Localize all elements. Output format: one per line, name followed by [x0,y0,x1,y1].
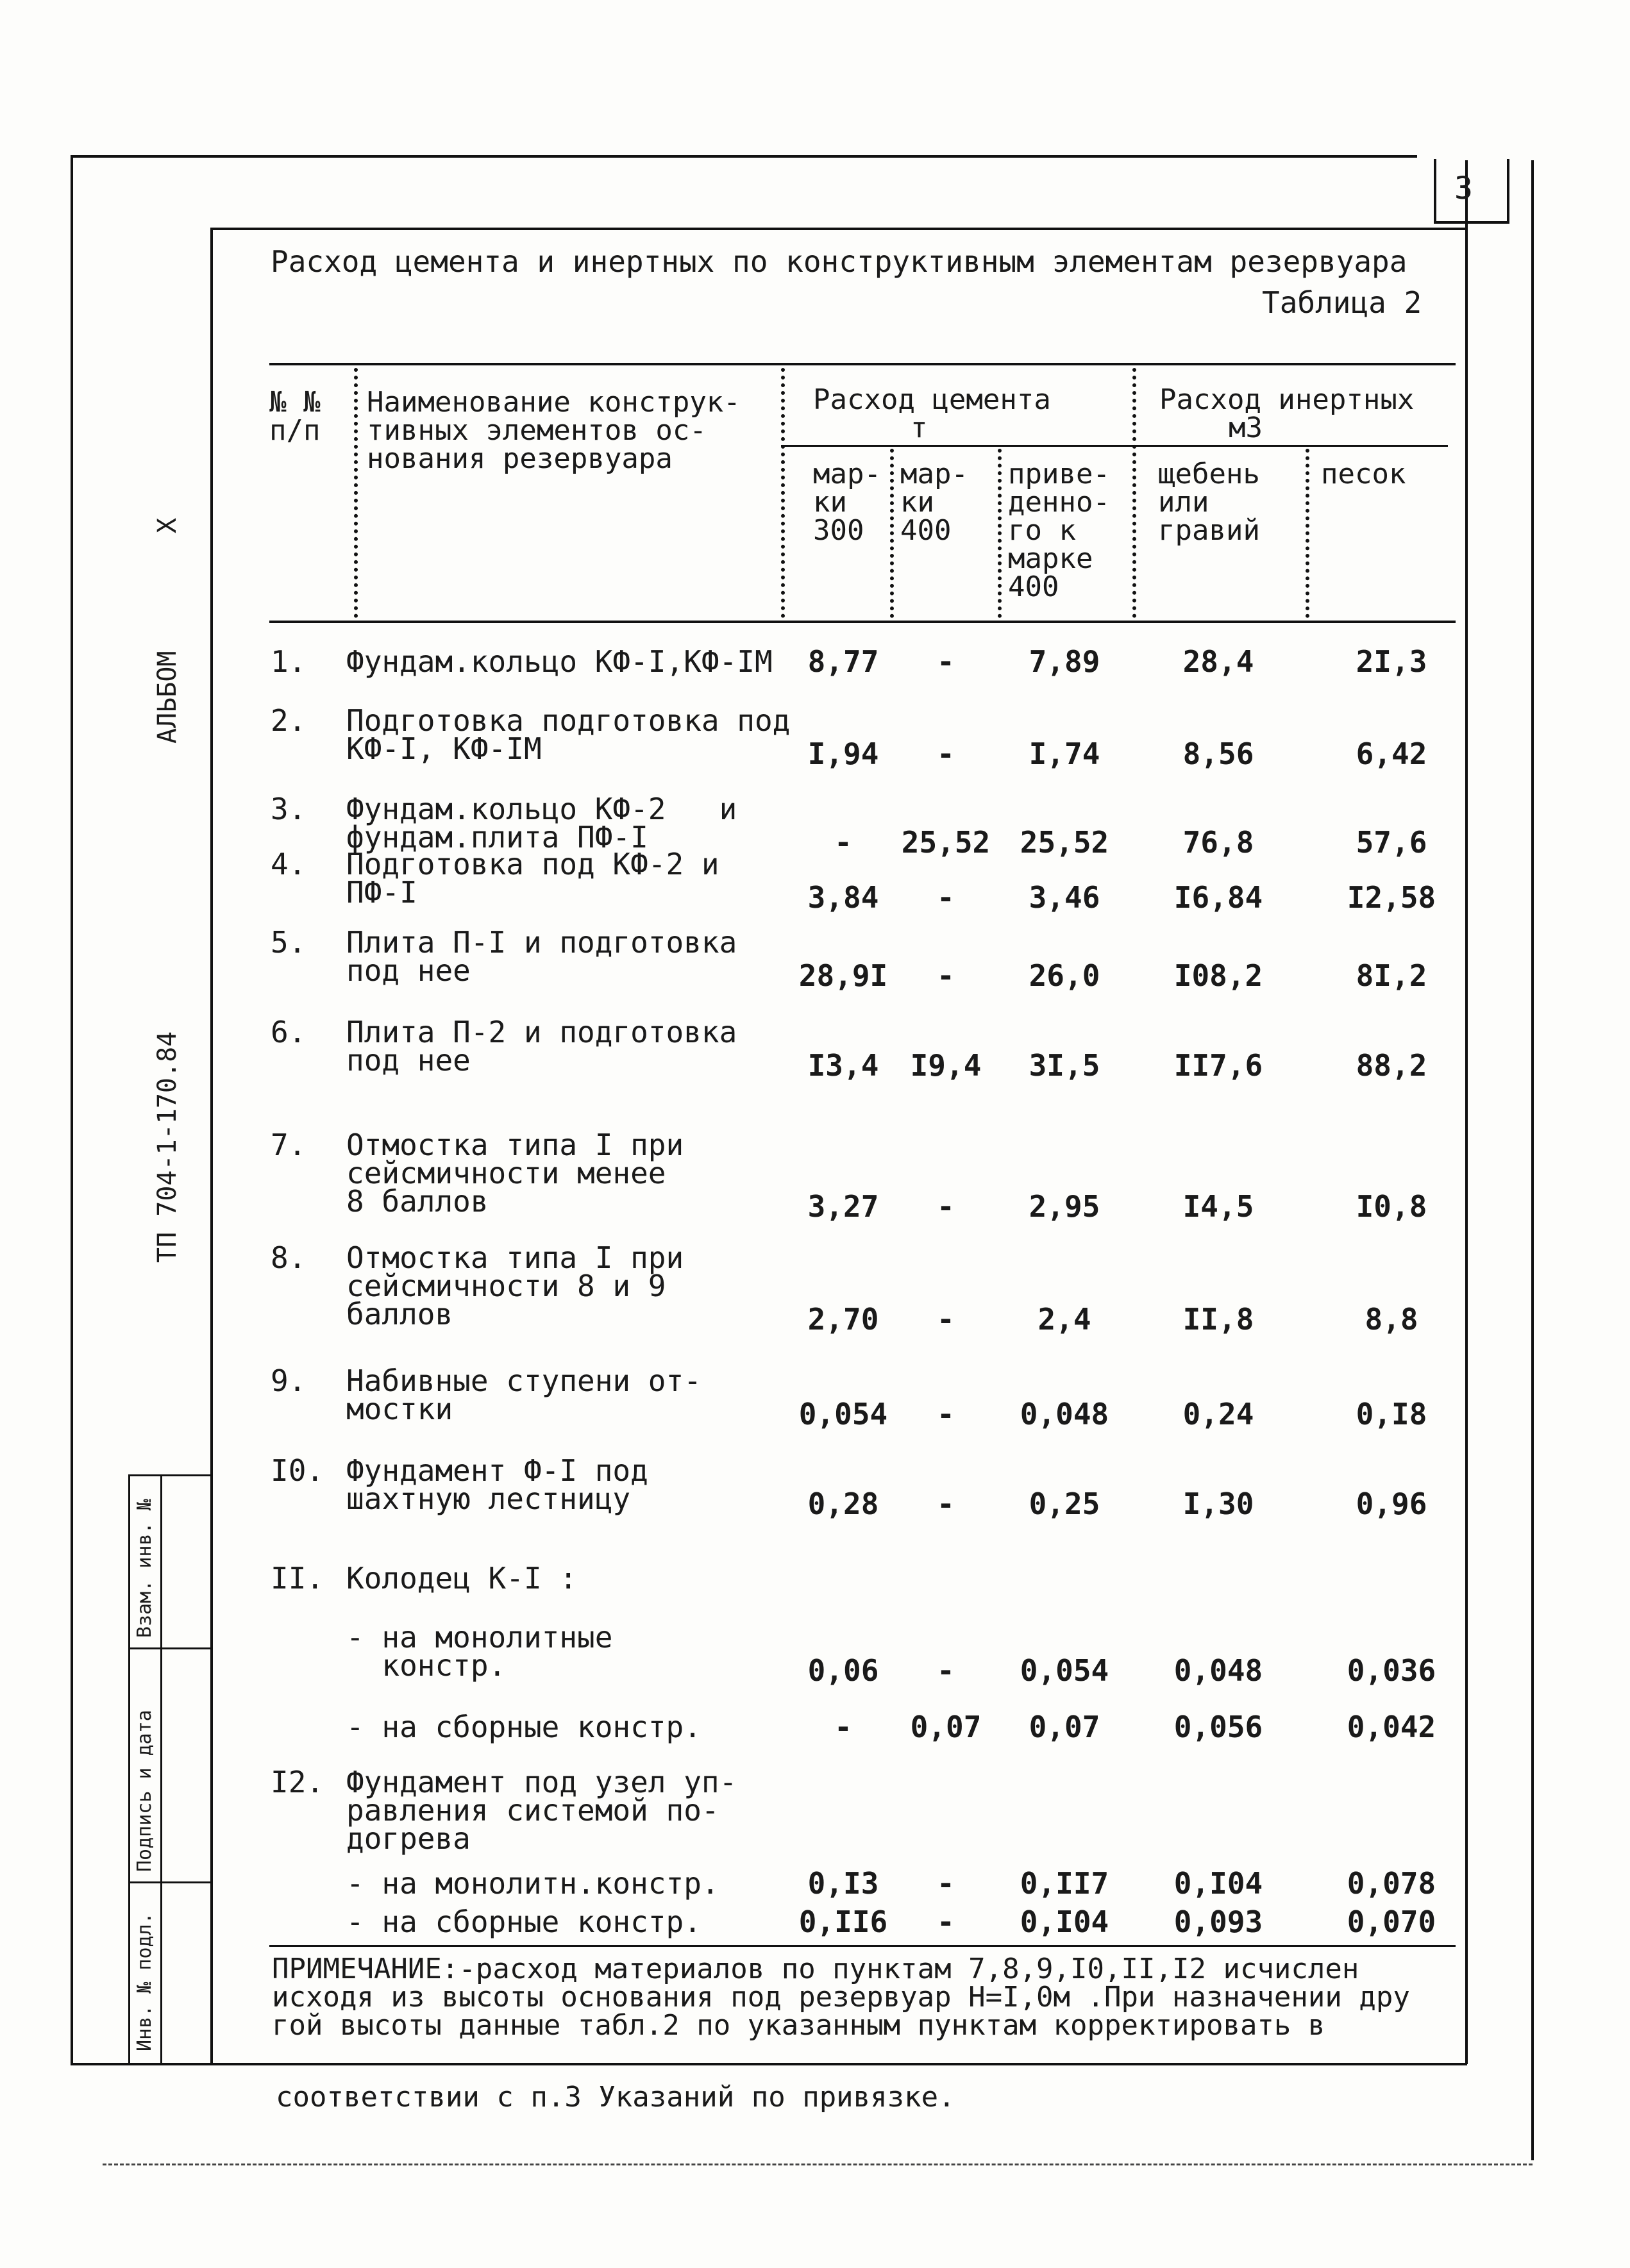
note-line-2: исходя из высоты основания под резервуар Н=I,0м .При назначении дру [272,1981,1410,2014]
col-sep-4 [998,449,1002,618]
cell-red: I,74 [1029,737,1100,771]
col-sep-3 [890,449,894,618]
row-name-line3: 8 баллов [346,1184,489,1219]
cell-m300: - [834,1710,852,1744]
cell-m300: 28,9I [798,958,888,993]
cell-m400: - [937,1397,955,1431]
row-number: I2. [271,1765,324,1799]
row-name-line1: Отмостка типа I при [346,1240,684,1275]
cell-m400: - [937,1866,955,1901]
hdr-red-l2: денно- [1008,486,1110,519]
cell-gravel: 0,056 [1173,1710,1263,1744]
row-name-line2: мостки [346,1392,453,1426]
cell-m300: 0,I3 [807,1866,879,1901]
row-name-line3: баллов [346,1297,453,1331]
row-name-line2: сейсмичности 8 и 9 [346,1269,666,1303]
cell-m300: 2,70 [807,1302,879,1337]
cell-sand: 88,2 [1356,1048,1427,1083]
cell-gravel: 0,048 [1173,1653,1263,1688]
note-line-4: соответствии с п.3 Указаний по привязке. [276,2081,955,2114]
hdr-sand: песок [1321,458,1406,490]
cell-m300: 3,27 [807,1189,879,1224]
stamp-frame-mid [160,1474,162,2064]
page-number-box-left [1434,159,1436,223]
hdr-name-l2: тивных элементов ос- [367,414,707,447]
row-name-line1: Фундам.кольцо КФ-I,КФ-IМ [346,644,773,679]
cell-m400: - [937,644,955,679]
cell-m300: I3,4 [807,1048,879,1083]
cell-m400: - [937,1487,955,1521]
row-number: II. [271,1561,324,1596]
inner-frame-left [210,228,213,2064]
hdr-cement-l2: т [911,412,928,444]
row-number: 3. [271,792,307,826]
cell-gravel: 0,24 [1182,1397,1254,1431]
row-name-line2: шахтную лестницу [346,1481,631,1516]
row-number: I0. [271,1453,324,1488]
row-name-line3: догрева [346,1821,471,1856]
cell-gravel: 28,4 [1182,644,1254,679]
outer-frame-top [71,155,1417,158]
row-name-line1: Фундамент под узел уп- [346,1765,737,1799]
col-sep-1 [354,368,358,618]
cell-red: 0,II7 [1020,1866,1109,1901]
hdr-m400-l2: ки [900,486,934,519]
header-bottom-line [269,621,1456,623]
outer-frame-left [71,155,73,2065]
row-name-line1: Колодец К-I : [346,1561,578,1596]
cell-gravel: I08,2 [1173,958,1263,993]
cell-sand: 0,078 [1347,1866,1436,1901]
row-name-line1: - на монолитн.констр. [346,1866,719,1901]
hdr-m400-l1: мар- [900,458,968,490]
stamp-inventory-label: Инв. № подл. [133,1912,156,2051]
cell-m300: 0,28 [807,1487,879,1521]
stamp-div2 [128,1881,212,1883]
cell-red: 0,048 [1020,1397,1109,1431]
hdr-gravel-l2: или [1158,486,1209,519]
hdr-red-l1: приве- [1008,458,1110,490]
side-document-code: ТП 704-1-170.84 [153,1031,182,1263]
row-name-line2: под нее [346,1043,471,1078]
cell-red: 3,46 [1029,880,1100,915]
table-label: Таблица 2 [1262,285,1422,320]
cell-gravel: 8,56 [1182,737,1254,771]
cell-sand: 8I,2 [1356,958,1427,993]
row-name-line1: Плита П-I и подготовка [346,925,737,960]
note-line-3: гой высоты данные табл.2 по указанным пунктам корректировать в [272,2009,1325,2042]
cell-sand: 0,I8 [1356,1397,1427,1431]
cell-gravel: I6,84 [1173,880,1263,915]
cell-m400: - [937,1302,955,1337]
cell-red: 0,07 [1029,1710,1100,1744]
page-number: 3 [1454,171,1473,206]
row-number: 7. [271,1128,307,1162]
stamp-replacement-label: Взам. инв. № [133,1499,156,1638]
cell-red: 2,95 [1029,1189,1100,1224]
row-number: 2. [271,703,307,738]
row-name-line1: Подготовка подготовка под [346,703,791,738]
cell-gravel: 0,I04 [1173,1866,1263,1901]
cell-gravel: 0,093 [1173,1905,1263,1939]
hdr-m300-l3: 300 [813,514,864,547]
cell-m400: I9,4 [910,1048,982,1083]
inner-frame-bottom [71,2063,1467,2065]
page-number-box-right [1507,159,1509,223]
row-name-line1: Фундамент Ф-I под [346,1453,648,1488]
stamp-frame-left [128,1474,130,2064]
cell-m300: 0,054 [798,1397,888,1431]
row-name-line1: Фундам.кольцо КФ-2 и [346,792,737,826]
page-number-box-bottom [1434,221,1509,224]
cell-gravel: II,8 [1182,1302,1254,1337]
inner-frame-right [1465,160,1468,2064]
cell-sand: 0,042 [1347,1710,1436,1744]
row-name-line2: сейсмичности менее [346,1156,666,1190]
cell-m400: - [937,880,955,915]
row-name-line2: констр. [346,1648,507,1683]
hdr-name-l1: Наименование конструк- [367,386,741,419]
row-name-line1: Набивные ступени от- [346,1363,702,1398]
hdr-num-l1: № № [269,386,321,419]
cell-m400: 25,52 [901,825,991,860]
row-name-line1: Подготовка под КФ-2 и [346,847,719,881]
col-sep-5 [1132,368,1136,618]
cell-m400: - [937,958,955,993]
cell-m400: - [937,737,955,771]
cell-sand: 0,96 [1356,1487,1427,1521]
hdr-red-l4: марке [1008,542,1093,575]
cell-red: 3I,5 [1029,1048,1100,1083]
cell-sand: I2,58 [1347,880,1436,915]
row-name-line2: КФ-I, КФ-IМ [346,731,542,766]
cell-m300: - [834,825,852,860]
hdr-m400-l3: 400 [900,514,952,547]
cell-sand: 2I,3 [1356,644,1427,679]
table-title: Расход цемента и инертных по конструктивным элементам резервуара [271,244,1407,279]
hdr-gravel-l3: гравий [1158,514,1260,547]
cell-m300: 0,II6 [798,1905,888,1939]
row-name-line2: ПФ-I [346,875,417,910]
cell-sand: 57,6 [1356,825,1427,860]
cell-sand: 0,036 [1347,1653,1436,1688]
col-sep-2 [781,368,785,618]
row-number: 9. [271,1363,307,1398]
cell-sand: I0,8 [1356,1189,1427,1224]
cell-red: 0,I04 [1020,1905,1109,1939]
row-number: 1. [271,644,307,679]
cell-sand: 8,8 [1365,1302,1418,1337]
cell-sand: 0,070 [1347,1905,1436,1939]
hdr-name-l3: нования резервуара [367,442,673,475]
row-name-line2: равления системой по- [346,1793,719,1828]
cell-m300: 8,77 [807,644,879,679]
hdr-m300-l2: ки [813,486,847,519]
hdr-gravel-l1: щебень [1158,458,1260,490]
cell-m400: - [937,1905,955,1939]
row-number: 8. [271,1240,307,1275]
cell-m400: - [937,1653,955,1688]
header-sub-line [781,445,1448,447]
table-bottom-line [269,1945,1456,1947]
cell-gravel: I,30 [1182,1487,1254,1521]
stamp-signature-label: Подпись и дата [133,1710,156,1872]
hdr-num-l2: п/п [269,414,321,447]
hdr-red-l5: 400 [1008,571,1059,603]
cell-sand: 6,42 [1356,737,1427,771]
cell-m300: I,94 [807,737,879,771]
scan-edge-line [103,2164,1533,2165]
col-sep-6 [1306,449,1309,618]
cell-m400: - [937,1189,955,1224]
hdr-m300-l1: мар- [813,458,881,490]
row-name-line2: под нее [346,953,471,988]
cell-red: 2,4 [1038,1302,1091,1337]
row-name-line2: фундам.плита ПФ-I [346,820,648,855]
row-name-line1: Отмостка типа I при [346,1128,684,1162]
hdr-cement-l1: Расход цемента [813,383,1051,416]
row-name-line1: - на сборные констр. [346,1710,702,1744]
cell-m400: 0,07 [910,1710,982,1744]
cell-gravel: 76,8 [1182,825,1254,860]
hdr-inert-l2: м3 [1229,412,1263,444]
row-name-line1: - на монолитные [346,1620,613,1655]
row-number: 6. [271,1015,307,1049]
row-number: 4. [271,847,307,881]
hdr-inert-l1: Расход инертных [1159,383,1415,416]
cell-m300: 0,06 [807,1653,879,1688]
outer-frame-right [1531,160,1534,2160]
hdr-red-l3: го к [1008,514,1076,547]
stamp-div1 [128,1647,212,1649]
inner-frame-top [210,228,1467,230]
cell-red: 7,89 [1029,644,1100,679]
side-album-number: X [153,517,182,533]
side-album-label: АЛЬБОМ [153,651,182,744]
row-name-line1: Плита П-2 и подготовка [346,1015,737,1049]
row-number: 5. [271,925,307,960]
cell-gravel: II7,6 [1173,1048,1263,1083]
cell-red: 26,0 [1029,958,1100,993]
cell-m300: 3,84 [807,880,879,915]
cell-gravel: I4,5 [1182,1189,1254,1224]
stamp-frame-top [128,1474,212,1476]
cell-red: 0,25 [1029,1487,1100,1521]
cell-red: 25,52 [1020,825,1109,860]
header-top-line [269,363,1456,365]
note-line-1: ПРИМЕЧАНИЕ:-расход материалов по пунктам 7,8,9,I0,II,I2 исчислен [272,1953,1359,1985]
row-name-line1: - на сборные констр. [346,1905,702,1939]
cell-red: 0,054 [1020,1653,1109,1688]
